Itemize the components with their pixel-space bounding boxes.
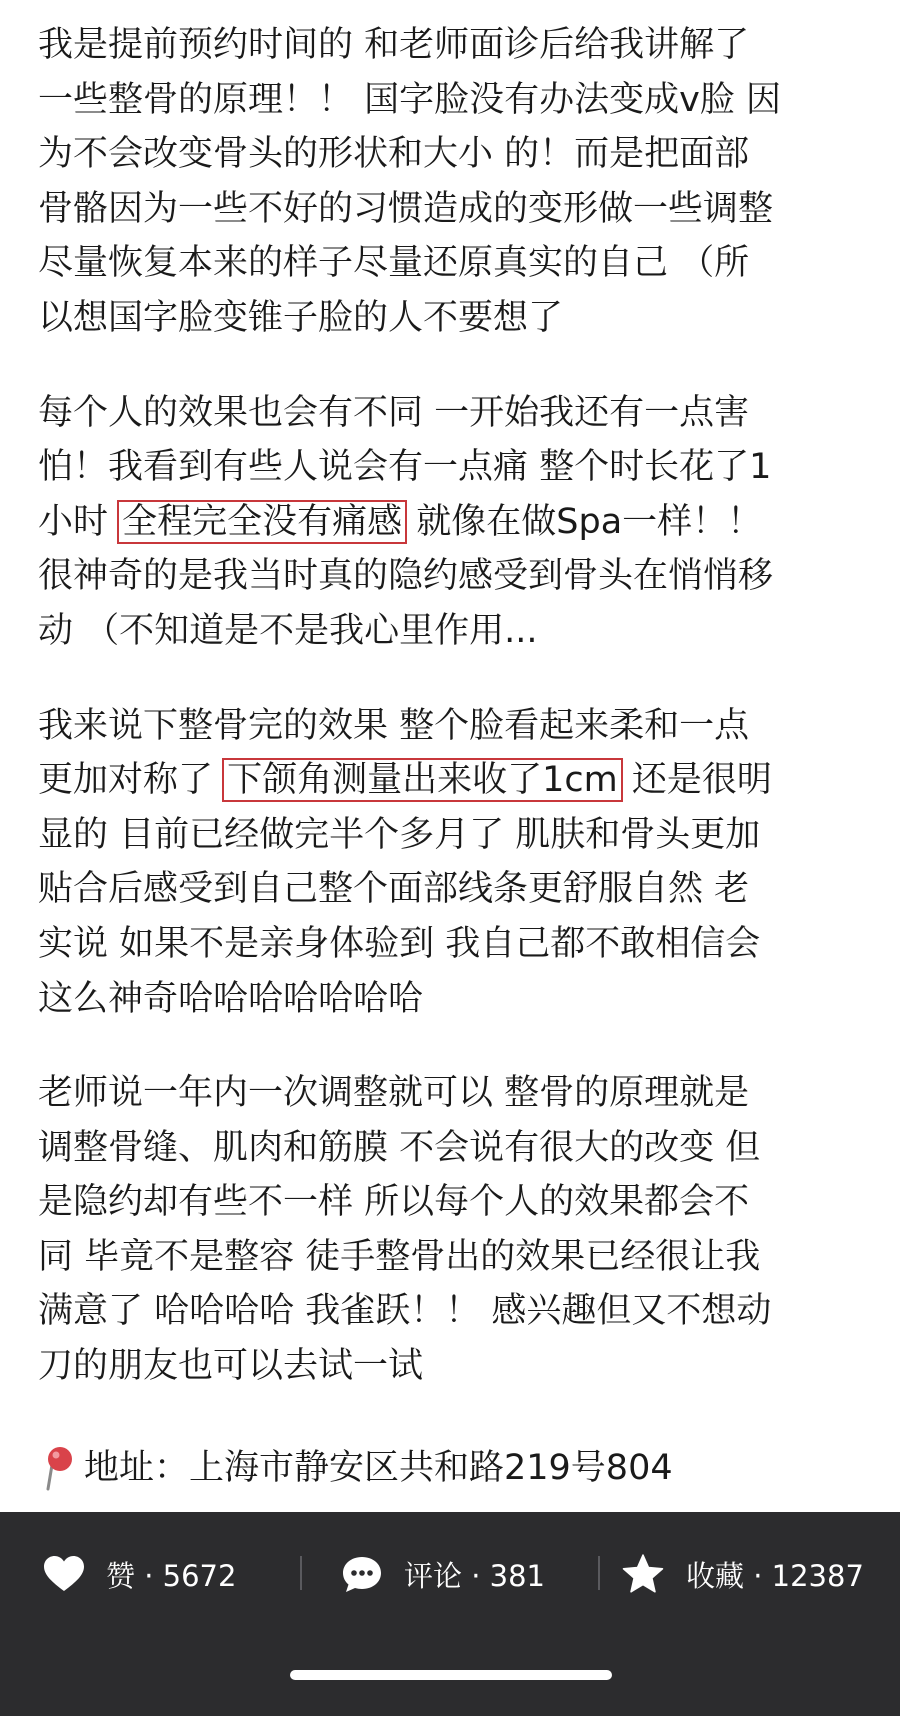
action-divider: [300, 1556, 302, 1590]
text-segment: 贴合后感受到自己整个面部线条更舒服自然 老: [38, 869, 750, 910]
post-paragraph: [38, 1066, 878, 1394]
text-line: [38, 1066, 878, 1121]
post-paragraph: [38, 386, 878, 659]
text-line: [38, 699, 878, 754]
text-segment: 还是很明: [620, 760, 772, 801]
heart-icon: [44, 1556, 84, 1592]
text-segment: 一些整骨的原理！！ 国字脸没有办法变成v脸 因: [38, 79, 781, 120]
text-segment: 小时: [38, 501, 120, 542]
text-segment: 调整骨缝、肌肉和筋膜 不会说有很大的改变 但: [38, 1127, 761, 1168]
text-segment: 怕！我看到有些人说会有一点痛 整个时长花了1: [38, 447, 772, 488]
text-segment: 很神奇的是我当时真的隐约感受到骨头在悄悄移: [38, 556, 774, 597]
text-line: [38, 1284, 878, 1339]
text-segment: 就像在做Spa一样！！: [405, 501, 763, 542]
text-line: [38, 495, 878, 550]
text-segment: 是隐约却有些不一样 所以每个人的效果都会不: [38, 1182, 750, 1223]
text-line: [38, 753, 878, 808]
text-line: [38, 1339, 878, 1394]
text-segment: 老师说一年内一次调整就可以 整骨的原理就是: [38, 1073, 750, 1114]
text-segment: 我是提前预约时间的 和老师面诊后给我讲解了: [38, 25, 750, 65]
favorite-label: 收藏 · 12387: [686, 1558, 864, 1593]
text-segment: 以想国字脸变锥子脸的人不要想了: [38, 297, 564, 338]
post-body: [38, 18, 878, 1434]
text-segment: 同 毕竟不是整容 徒手整骨出的效果已经很让我: [38, 1236, 761, 1277]
home-indicator[interactable]: [290, 1670, 612, 1680]
text-segment: 每个人的效果也会有不同 一开始我还有一点害: [38, 392, 750, 433]
text-line: [38, 808, 878, 863]
text-line: [38, 386, 878, 441]
text-line: [38, 1230, 878, 1285]
bottom-action-bar: [0, 1512, 900, 1716]
text-segment: 骨骼因为一些不好的习惯造成的变形做一些调整: [38, 188, 774, 229]
text-line: [38, 862, 878, 917]
post-paragraph: [38, 18, 878, 346]
address-line: [40, 1441, 673, 1495]
text-line: [38, 73, 878, 128]
comment-icon: [342, 1555, 382, 1593]
post-paragraph: [38, 699, 878, 1027]
text-line: [38, 440, 878, 495]
text-line: [38, 549, 878, 604]
like-button[interactable]: [44, 1552, 236, 1596]
comment-button[interactable]: [342, 1552, 545, 1596]
text-line: [38, 1175, 878, 1230]
text-line: [38, 604, 878, 659]
text-segment: 更加对称了: [38, 760, 225, 801]
highlighted-phrase: 全程完全没有痛感: [117, 500, 407, 544]
address-text: 地址：上海市静安区共和路219号804: [84, 1448, 673, 1488]
favorite-button[interactable]: [622, 1552, 864, 1596]
text-segment: 我来说下整骨完的效果 整个脸看起来柔和一点: [38, 705, 750, 746]
text-segment: 显的 目前已经做完半个多月了 肌肤和骨头更加: [38, 814, 761, 855]
comment-label: 评论 · 381: [404, 1558, 546, 1593]
text-segment: 刀的朋友也可以去试一试: [38, 1346, 424, 1387]
pin-icon: [40, 1445, 78, 1491]
text-segment: 动 （不知道是不是我心里作用...: [38, 610, 538, 651]
text-line: [38, 972, 878, 1027]
text-line: [38, 236, 878, 291]
text-segment: 实说 如果不是亲身体验到 我自己都不敢相信会: [38, 923, 761, 964]
text-segment: 满意了 哈哈哈哈 我雀跃！！ 感兴趣但又不想动: [38, 1291, 772, 1332]
text-line: [38, 182, 878, 237]
text-line: [38, 18, 878, 73]
text-line: [38, 291, 878, 346]
text-segment: 这么神奇哈哈哈哈哈哈哈: [38, 978, 424, 1019]
text-line: [38, 917, 878, 972]
text-line: [38, 1121, 878, 1176]
text-segment: 为不会改变骨头的形状和大小 的！而是把面部: [38, 134, 750, 175]
like-label: 赞 · 5672: [106, 1558, 237, 1593]
highlighted-phrase: 下颌角测量出来收了1cm: [222, 758, 623, 802]
action-divider: [598, 1556, 600, 1590]
text-segment: 尽量恢复本来的样子尽量还原真实的自己 （所: [38, 243, 750, 284]
text-line: [38, 127, 878, 182]
star-icon: [622, 1554, 664, 1594]
